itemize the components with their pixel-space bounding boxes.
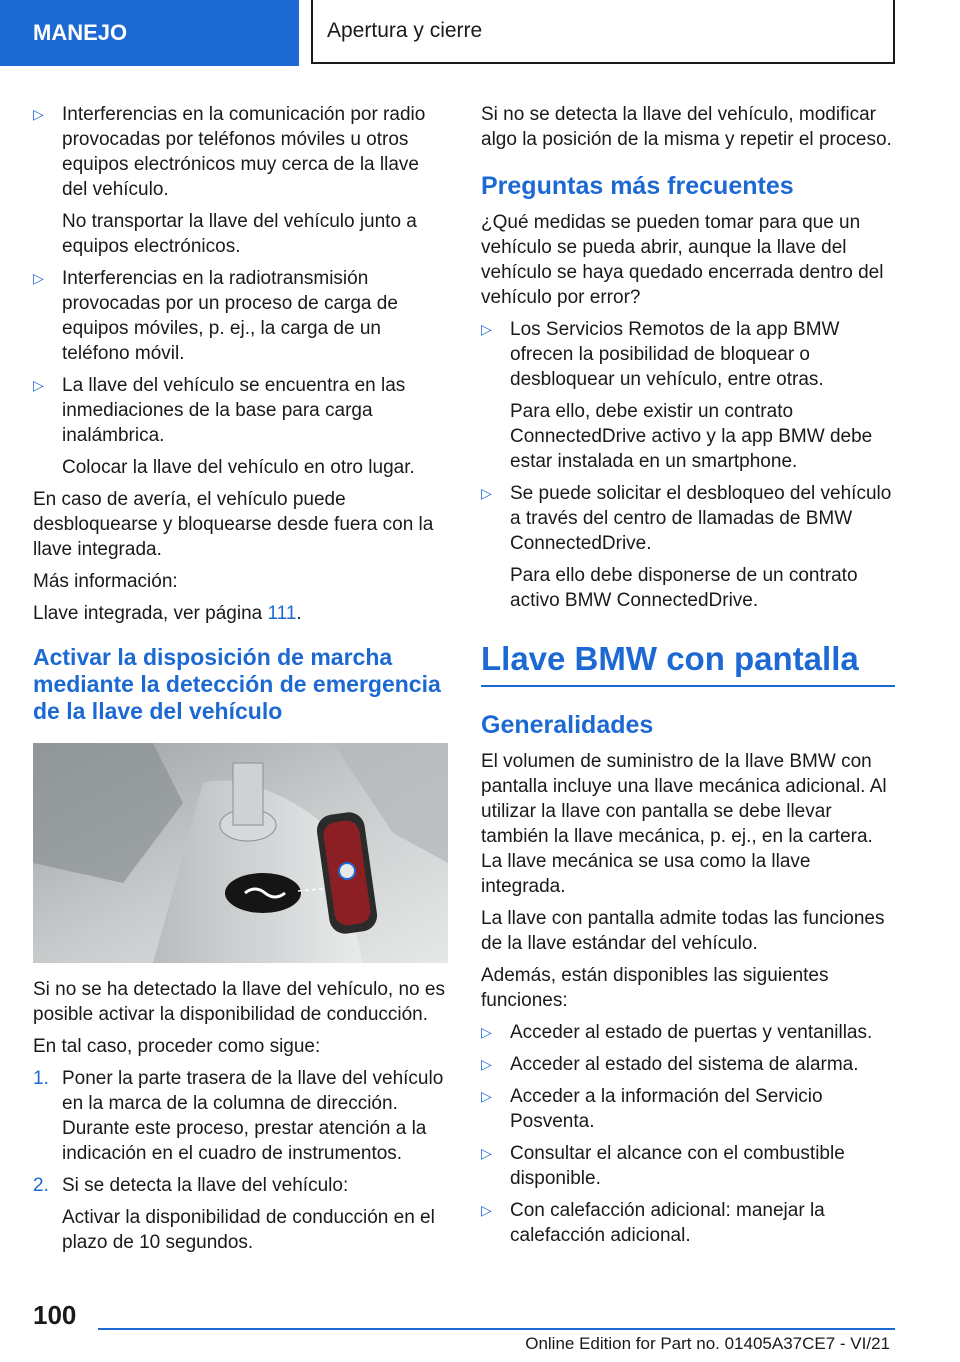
triangle-bullet-icon: ▷ bbox=[481, 1088, 492, 1104]
steering-column-key-illustration bbox=[33, 743, 448, 963]
list-item bbox=[481, 1020, 895, 1045]
triangle-bullet-icon: ▷ bbox=[481, 1056, 492, 1072]
list-item-text: Consultar el alcance con el combustible disponible. bbox=[510, 1143, 845, 1189]
left-column bbox=[33, 102, 448, 1262]
section-title: MANEJO bbox=[33, 20, 128, 45]
list-item bbox=[33, 266, 448, 366]
chapter-tab bbox=[311, 0, 895, 64]
list-item-text: Se puede solicitar el desbloqueo del vehículo a través del centro de llamadas de BMW ConnectedDrive. bbox=[510, 483, 892, 554]
list-item-text: La llave del vehículo se encuentra en las inmediaciones de la base para carga inalámbrica. bbox=[62, 375, 406, 446]
section-tab bbox=[0, 0, 299, 66]
list-item-note: Colocar la llave del vehículo en otro lugar. bbox=[62, 457, 415, 478]
list-item-text: Acceder al estado de puertas y ventanillas. bbox=[510, 1022, 873, 1043]
chapter-heading: Llave BMW con pantalla bbox=[481, 639, 895, 687]
chapter-title: Apertura y cierre bbox=[327, 19, 483, 42]
list-item-note: No transportar la llave del vehículo junto a equipos electrónicos. bbox=[62, 211, 417, 257]
list-item bbox=[481, 481, 895, 613]
cross-reference bbox=[33, 601, 448, 626]
paragraph: El volumen de suministro de la llave BMW con pantalla incluye una llave mecánica adicional. Al utilizar la llave con pantalla se debe llevar también la llave mecánica, p. ej., en la cartera. La llave mecánica se usa como la llave integrada. bbox=[481, 751, 887, 897]
faq-question: ¿Qué medidas se pueden tomar para que un vehículo se pueda abrir, aunque la llave del vehículo se haya quedado encerrada dentro del vehículo por error? bbox=[481, 212, 884, 308]
list-item-text: Interferencias en la comunicación por radio provocadas por teléfonos móviles u otros equipos electrónicos muy cerca de la llave del vehículo. bbox=[62, 104, 426, 200]
list-item-text: Con calefacción adicional: manejar la calefacción adicional. bbox=[510, 1200, 825, 1246]
list-item bbox=[481, 1084, 895, 1134]
triangle-bullet-icon: ▷ bbox=[481, 485, 492, 501]
list-item bbox=[481, 1052, 895, 1077]
step-note: Activar la disponibilidad de conducción en el plazo de 10 segundos. bbox=[62, 1207, 435, 1253]
triangle-bullet-icon: ▷ bbox=[33, 377, 44, 393]
right-column bbox=[481, 102, 895, 1255]
cross-reference-suffix: . bbox=[296, 603, 302, 624]
list-item bbox=[481, 1198, 895, 1248]
paragraph: Más información: bbox=[33, 571, 178, 592]
edition-note: Online Edition for Part no. 01405A37CE7 - VI/21 bbox=[525, 1334, 890, 1353]
paragraph: La llave con pantalla admite todas las funciones de la llave estándar del vehículo. bbox=[481, 908, 885, 954]
triangle-bullet-icon: ▷ bbox=[33, 106, 44, 122]
page-link[interactable]: 111 bbox=[267, 603, 297, 624]
subsection-heading: Generalidades bbox=[481, 711, 654, 739]
list-item-text: Acceder al estado del sistema de alarma. bbox=[510, 1054, 859, 1075]
faq-heading: Preguntas más frecuentes bbox=[481, 172, 794, 200]
step-text: Poner la parte trasera de la llave del vehículo en la marca de la columna de dirección. Durante este proceso, prestar atención a la indicación en el cuadro de instrumentos. bbox=[62, 1068, 444, 1164]
list-item-note: Para ello debe disponerse de un contrato activo BMW ConnectedDrive. bbox=[510, 565, 858, 611]
paragraph: En caso de avería, el vehículo puede desbloquearse y bloquearse desde fuera con la llave integrada. bbox=[33, 489, 434, 560]
paragraph: Además, están disponibles las siguientes funciones: bbox=[481, 965, 829, 1011]
section-heading: Activar la disposición de marcha mediante la detección de emergencia de la llave del vehículo bbox=[33, 644, 441, 724]
step-text: Si se detecta la llave del vehículo: bbox=[62, 1175, 349, 1196]
list-item-text: Los Servicios Remotos de la app BMW ofrecen la posibilidad de bloquear o desbloquear un vehículo, entre otras. bbox=[510, 319, 840, 390]
list-item bbox=[33, 102, 448, 259]
list-item-text: Interferencias en la radiotransmisión provocadas por un proceso de carga de equipos móviles, p. ej., la carga de un teléfono móvil. bbox=[62, 268, 398, 364]
step-number: 1. bbox=[33, 1068, 49, 1089]
triangle-bullet-icon: ▷ bbox=[481, 1024, 492, 1040]
footer-divider bbox=[98, 1328, 895, 1330]
triangle-bullet-icon: ▷ bbox=[481, 1145, 492, 1161]
page-number: 100 bbox=[33, 1300, 77, 1330]
paragraph: Si no se ha detectado la llave del vehículo, no es posible activar la disponibilidad de conducción. bbox=[33, 979, 445, 1025]
step-item bbox=[33, 1173, 448, 1255]
paragraph: Si no se detecta la llave del vehículo, modificar algo la posición de la misma y repetir el proceso. bbox=[481, 104, 892, 150]
triangle-bullet-icon: ▷ bbox=[33, 270, 44, 286]
list-item bbox=[481, 1141, 895, 1191]
paragraph: En tal caso, proceder como sigue: bbox=[33, 1036, 321, 1057]
list-item-note: Para ello, debe existir un contrato ConnectedDrive activo y la app BMW debe estar instalada en un smartphone. bbox=[510, 401, 873, 472]
list-item bbox=[481, 317, 895, 474]
step-item bbox=[33, 1066, 448, 1166]
list-item-text: Acceder a la información del Servicio Posventa. bbox=[510, 1086, 823, 1132]
triangle-bullet-icon: ▷ bbox=[481, 321, 492, 337]
cross-reference-text: Llave integrada, ver página bbox=[33, 603, 268, 624]
list-item bbox=[33, 373, 448, 480]
step-number: 2. bbox=[33, 1175, 49, 1196]
triangle-bullet-icon: ▷ bbox=[481, 1202, 492, 1218]
